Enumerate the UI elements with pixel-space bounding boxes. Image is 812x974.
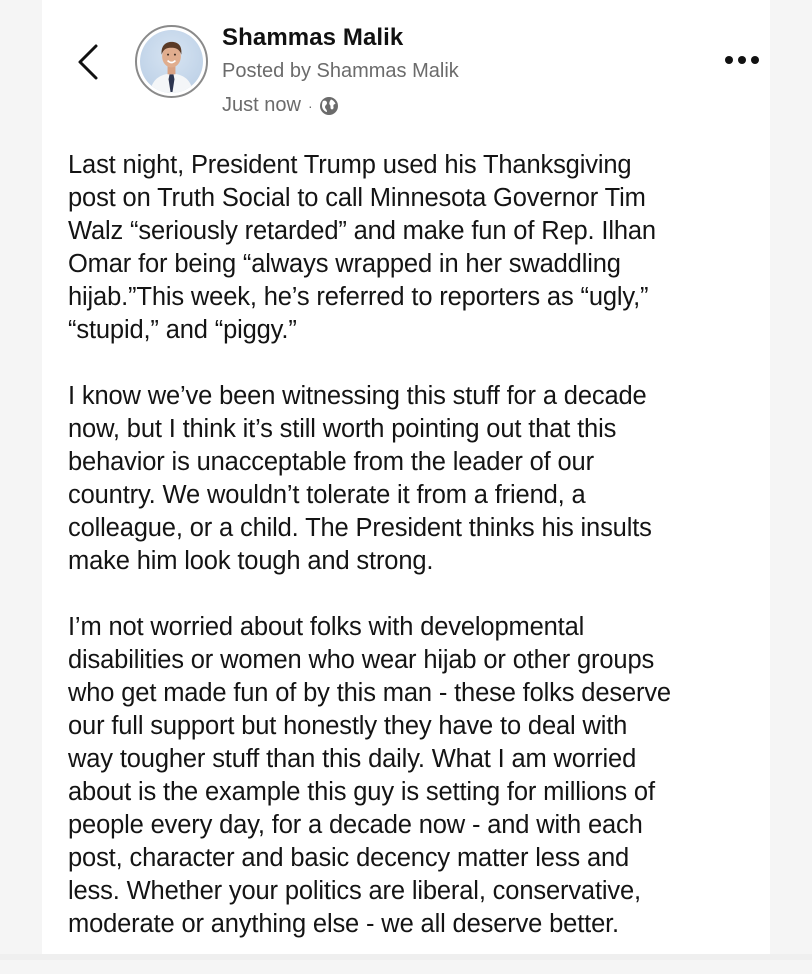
text-line: Last night, President Trump used his Thanksgiving [68, 151, 632, 179]
text-line: make him look tough and strong. [68, 547, 434, 575]
text-line: who get made fun of by this man - these folks deserve [68, 679, 671, 707]
text-line: behavior is unacceptable from the leader of our [68, 448, 594, 476]
more-options-button[interactable] [720, 50, 764, 70]
text-line: disabilities or women who wear hijab or other groups [68, 646, 655, 674]
post-paragraph-1 [68, 149, 758, 347]
avatar[interactable] [135, 25, 208, 98]
text-line: less. Whether your politics are liberal, conservative, [68, 877, 641, 905]
text-line: Omar for being “always wrapped in her swaddling [68, 250, 621, 278]
post-paragraph-3 [68, 611, 758, 941]
post-card [42, 0, 770, 954]
timestamp: Just now [222, 94, 301, 116]
post-paragraph-2 [68, 380, 758, 578]
text-line: about is the example this guy is setting for millions of [68, 778, 655, 806]
person-photo-icon [140, 30, 203, 93]
post-body [68, 149, 758, 974]
text-line: now, but I think it’s still worth pointing out that this [68, 415, 617, 443]
avatar-photo [140, 30, 203, 93]
more-dot-icon [725, 56, 733, 64]
post-header [42, 0, 770, 140]
text-line: post on Truth Social to call Minnesota Governor Tim [68, 184, 646, 212]
text-line: colleague, or a child. The President thinks his insults [68, 514, 652, 542]
bottom-divider [0, 954, 812, 960]
back-button[interactable] [74, 42, 102, 82]
text-line: moderate or anything else - we all deserve better. [68, 910, 619, 938]
text-line: people every day, for a decade now - and with each [68, 811, 643, 839]
text-line: country. We wouldn’t tolerate it from a friend, a [68, 481, 586, 509]
globe-icon[interactable] [319, 96, 339, 116]
text-line: post, character and basic decency matter less and [68, 844, 630, 872]
chevron-left-icon [74, 42, 102, 82]
more-dot-icon [738, 56, 746, 64]
text-line: hijab.”This week, he’s referred to reporters as “ugly,” [68, 283, 649, 311]
post-meta [222, 94, 339, 117]
text-line: I’m not worried about folks with developmental [68, 613, 585, 641]
text-line: way tougher stuff than this daily. What I am worried [68, 745, 637, 773]
posted-by-label: Posted by Shammas Malik [222, 60, 459, 82]
text-line: Walz “seriously retarded” and make fun of Rep. Ilhan [68, 217, 656, 245]
text-line: “stupid,” and “piggy.” [68, 316, 297, 344]
text-line: our full support but honestly they have to deal with [68, 712, 628, 740]
separator-dot: · [307, 97, 313, 114]
author-name[interactable]: Shammas Malik [222, 24, 404, 51]
more-dot-icon [751, 56, 759, 64]
text-line: I know we’ve been witnessing this stuff for a decade [68, 382, 647, 410]
